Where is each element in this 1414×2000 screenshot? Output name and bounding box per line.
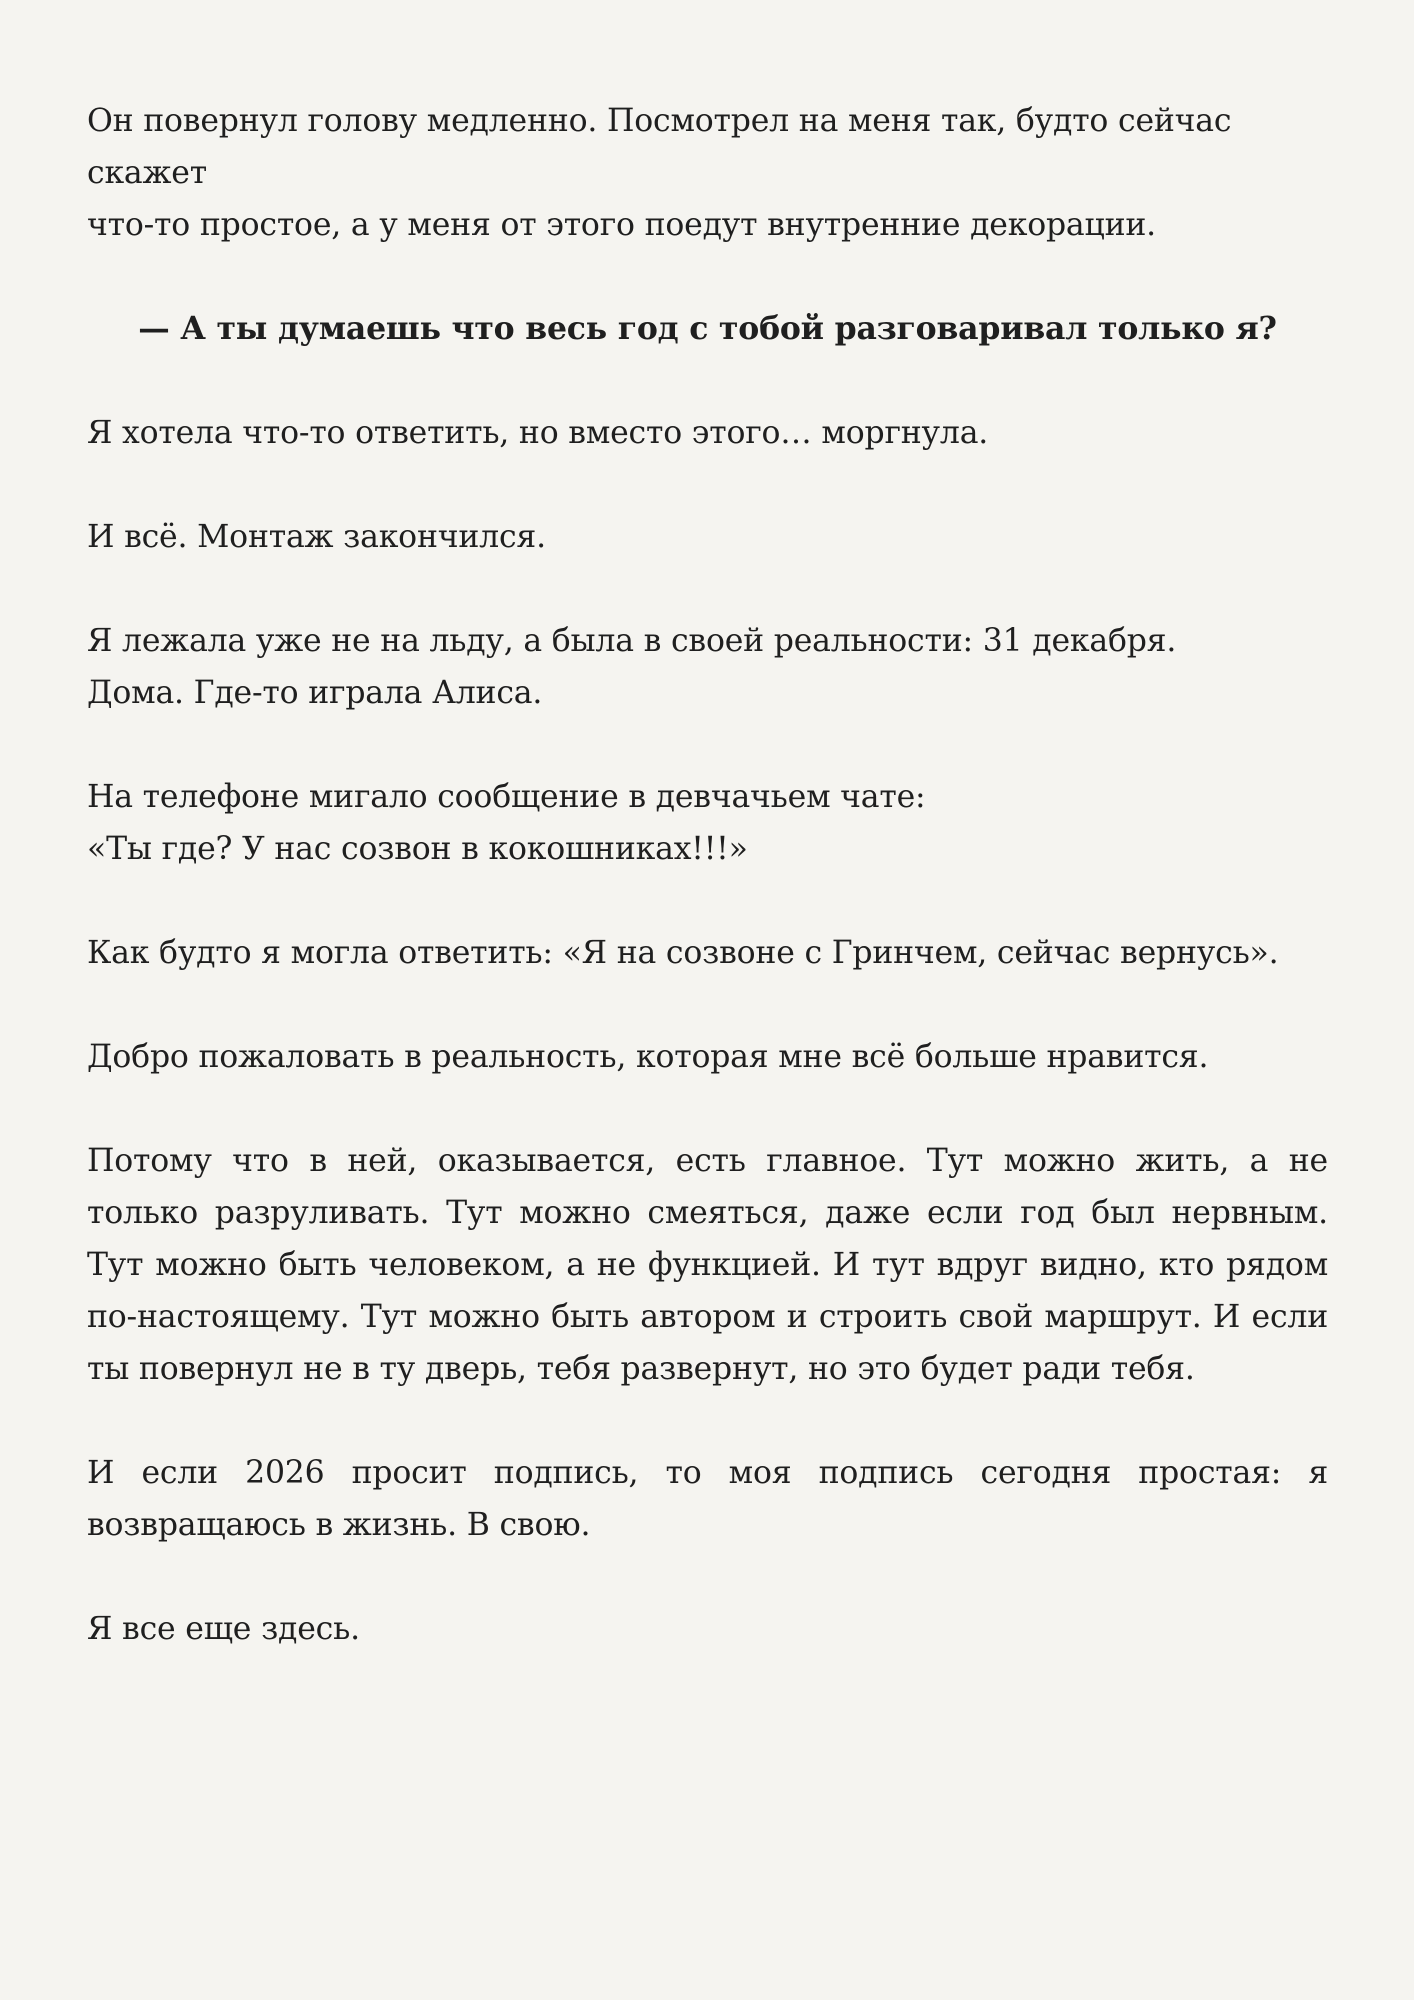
paragraph-3: [87, 407, 1328, 459]
paragraph-line: Добро пожаловать в реальность, которая мне всё больше нравится.: [87, 1039, 1209, 1075]
paragraph-1: [87, 95, 1328, 251]
dialogue-line: — А ты думаешь что весь год с тобой разговаривал только я?: [138, 310, 1277, 347]
paragraph-line: На телефоне мигало сообщение в девчачьем чате:: [87, 779, 926, 815]
chat-message-quote: «Ты где? У нас созвон в кокошниках!!!»: [87, 831, 748, 867]
paragraph-line: И всё. Монтаж закончился.: [87, 519, 546, 555]
paragraph-line: Я хотела что-то ответить, но вместо этого… моргнула.: [87, 415, 989, 451]
paragraph-7: [87, 927, 1328, 979]
paragraph-6: [87, 771, 1328, 875]
paragraph-line: Дома. Где-то играла Алиса.: [87, 675, 543, 711]
paragraph-10: И если 2026 просит подпись, то моя подпись сегодня простая: я возвращаюсь в жизнь. В свою.: [87, 1455, 1328, 1543]
paragraph-5: [87, 615, 1328, 719]
paragraph-line: Я все еще здесь.: [87, 1611, 360, 1647]
document-page: [87, 95, 1328, 1707]
paragraph-4: [87, 511, 1328, 563]
paragraph-11: [87, 1603, 1328, 1655]
paragraph-line: Я лежала уже не на льду, а была в своей реальности: 31 декабря.: [87, 623, 1177, 659]
paragraph-8: [87, 1031, 1328, 1083]
paragraph-line: Он повернул голову медленно. Посмотрел на меня так, будто сейчас скажет: [87, 103, 1232, 191]
paragraph-line: Как будто я могла ответить: «Я на созвоне с Гринчем, сейчас вернусь».: [87, 935, 1279, 971]
paragraph-line: что-то простое, а у меня от этого поедут внутренние декорации.: [87, 207, 1156, 243]
paragraph-9: Потому что в ней, оказывается, есть главное. Тут можно жить, а не только разруливать. Тут можно смеяться, даже если год был нервным. Тут можно быть человеком, а не функцией. И тут вдруг видно, кто рядом по-настоящему. Тут можно быть автором и строить свой маршрут. И если ты повернул не в ту дверь, тебя развернут, но это будет ради тебя.: [87, 1143, 1328, 1387]
